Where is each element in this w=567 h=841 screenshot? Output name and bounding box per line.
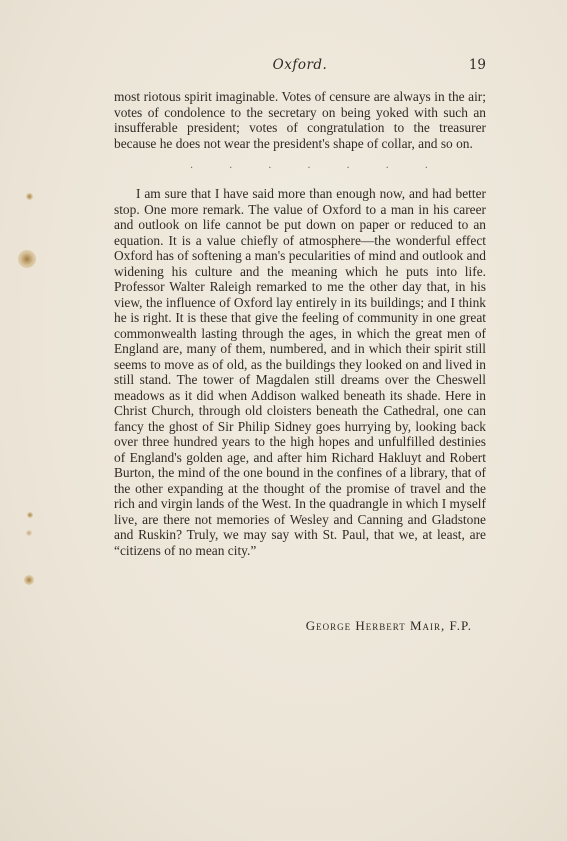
paragraph-2: I am sure that I have said more than enough now, and had better stop. One more remark. The value of Oxford to a man in his career and outlook on life cannot be put down on paper or reduced to an equation. It is a value chiefly of atmosphere—the wonderful effect Oxford has of softening a man's pecularities of mind and outlook and widening his culture and the meaning which he puts into life. Professor Walter Raleigh remarked to me the other day that, in his view, the influence of Oxford lay entirely in its buildings; and I think he is right. It is these that give the feeling of community in one great commonwealth lasting through the ages, in which the great men of England are, many of them, numbered, and in which their spirit still seems to move as of old, as the buildings they looked on and lived in still stand. The tower of Magdalen still dreams over the Cheswell meadows as it did when Addison walked beneath its shade. Here in Christ Church, through old cloisters beneath the Cathedral, one can fancy the ghost of Sir Philip Sidney goes hurrying by, looking back over three hundred years to the high hopes and unfulfilled destinies of England's golden age, and after him Richard Hakluyt and Robert Burton, the mind of the one bound in the confines of a library, that of the other expanding at the thought of the promise of travel and the rich and virgin lands of the West. In the quadrangle in which I myself live, are there not memories of Wesley and Canning and Gladstone and Ruskin? Truly, we may say with St. Paul, that we, at least, are “citizens of no mean city.” xyxy=(114,186,486,558)
separator-dot: . xyxy=(346,160,352,171)
foxing-stain xyxy=(26,530,32,536)
foxing-stain xyxy=(18,250,36,268)
section-separator xyxy=(190,160,430,171)
foxing-stain xyxy=(27,512,33,518)
page-number: 19 xyxy=(468,57,486,73)
separator-dot: . xyxy=(424,160,430,171)
page-header xyxy=(114,57,486,77)
separator-dot: . xyxy=(190,160,196,171)
running-head: Oxford. xyxy=(272,57,328,73)
author-signature: George Herbert Mair, F.P. xyxy=(305,618,472,633)
separator-dot: . xyxy=(307,160,313,171)
paragraph-1: most riotous spirit imaginable. Votes of censure are always in the air; votes of condolence to the secretary on being yoked with such an insufferable president; votes of congratulation to the treasurer because he does not wear the president's shape of collar, and so on. xyxy=(114,89,486,151)
foxing-stain xyxy=(26,193,33,200)
separator-dot: . xyxy=(268,160,274,171)
separator-dot: . xyxy=(229,160,235,171)
separator-dot: . xyxy=(385,160,391,171)
foxing-stain xyxy=(24,575,34,585)
